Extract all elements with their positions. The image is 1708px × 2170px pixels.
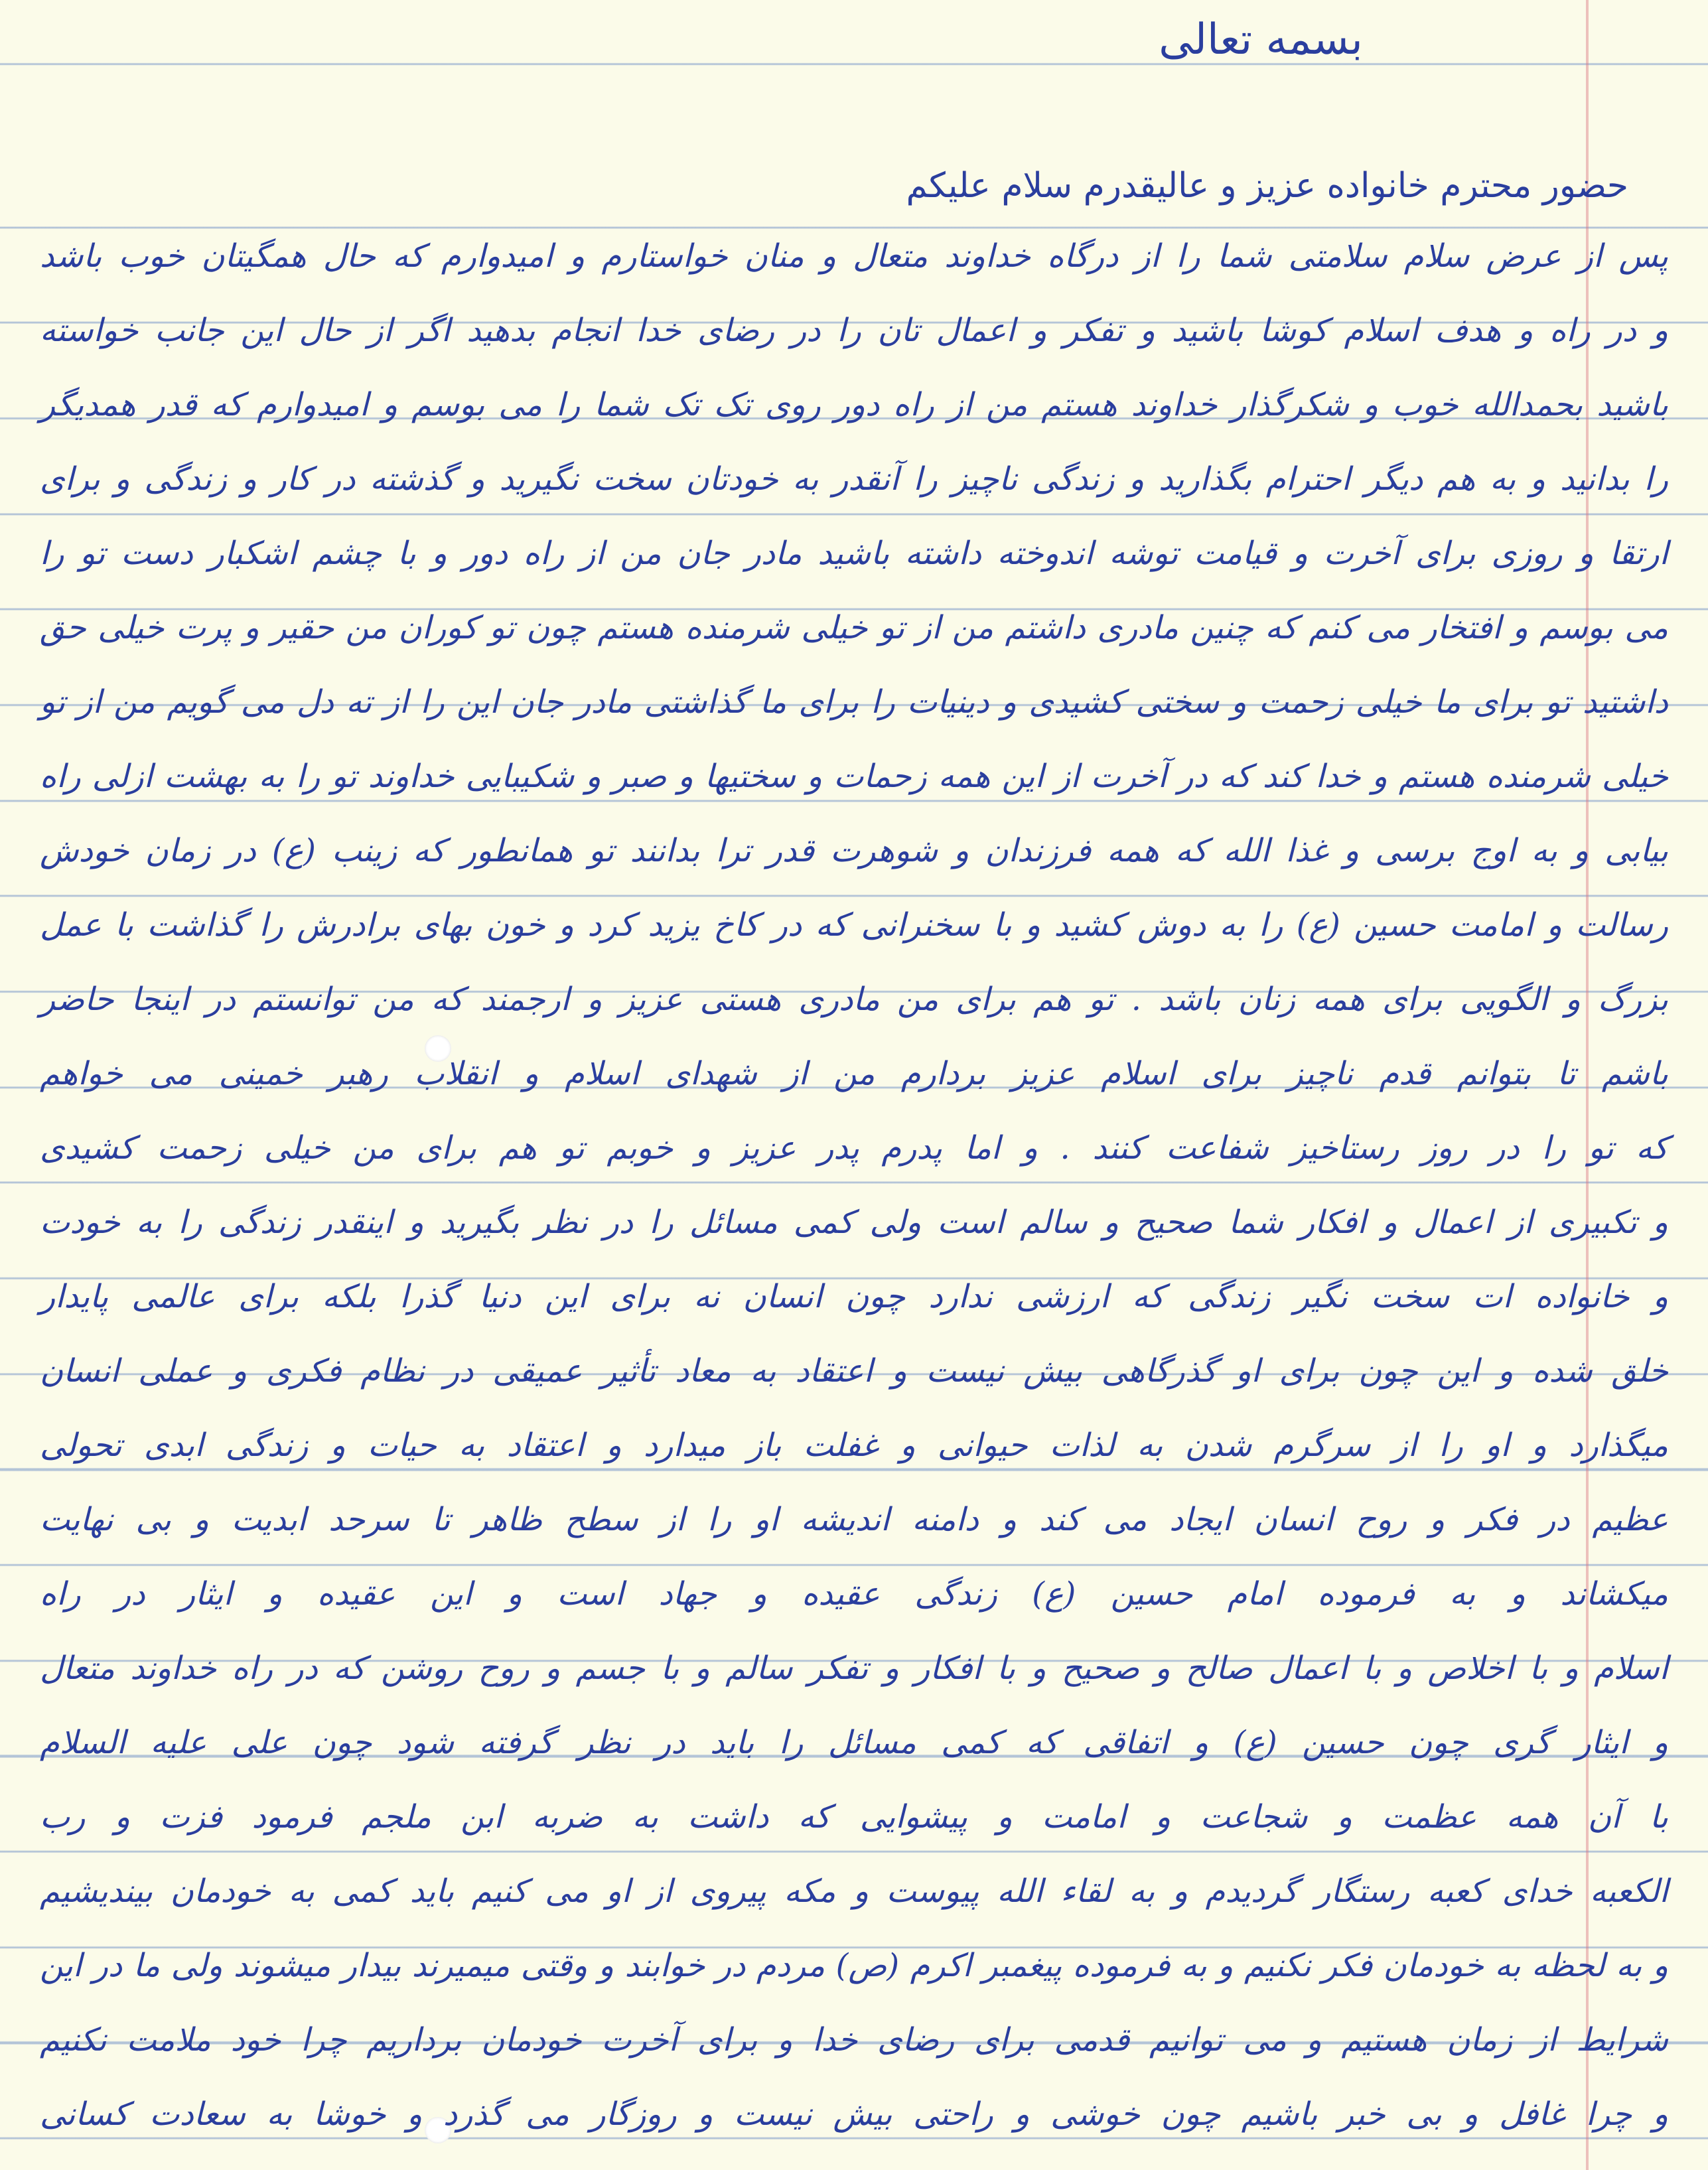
letter-line: خلق شده و این چون برای او گذرگاهی بیش نیست و اعتقاد به معاد تأثیر عمیقی در نظام فکری و عملی انسان	[40, 1352, 1669, 1390]
letter-body	[27, 219, 1681, 2151]
letter-line: بیابی و به اوج برسی و غذا الله که همه فرزندان و شوهرت قدر ترا بدانند تو همانطور که زینب (ع) در زمان خودش	[40, 832, 1668, 869]
letter-line: شرایط از زمان هستیم و می توانیم قدمی برای رضای خدا و برای آخرت خودمان برداریم چرا خود ملامت نکنیم	[40, 2021, 1668, 2059]
letter-line: و چرا غافل و بی خبر باشیم چون خوشی و راحتی بیش نیست و روزگار می گذرد و خوشا به سعادت کسانی	[40, 2096, 1668, 2133]
letter-line: و خانواده ات سخت نگیر زندگی که ارزشی ندارد چون انسان نه برای این دنیا گذرا بلکه برای عالمی پایدار	[40, 1278, 1669, 1315]
letter-line: میکشاند و به فرموده امام حسین (ع) زندگی عقیده و جهاد است و این عقیده و ایثار در راه	[40, 1575, 1668, 1613]
letter-line: داشتید تو برای ما خیلی زحمت و سختی کشیدی و دینیات را برای ما گذاشتی مادر جان این را از ته دل می گویم من از تو	[40, 684, 1668, 721]
letter-line: میگذارد و او را از سرگرم شدن به لذات حیوانی و غفلت باز میدارد و اعتقاد به حیات و زندگی ابدی تحولی	[40, 1427, 1668, 1464]
letter-line: و در راه و هدف اسلام کوشا باشید و تفکر و اعمال تان را در رضای خدا انجام بدهید اگر از حال این جانب خواسته	[40, 312, 1668, 349]
letter-line: و به لحظه به خودمان فکر نکنیم و به فرموده پیغمبر اکرم (ص) مردم در خوابند و وقتی میمیرند بیدار میشوند ولی ما در این	[40, 1947, 1668, 1984]
letter-line: ارتقا و روزی برای آخرت و قیامت توشه اندوخته داشته باشید مادر جان من از راه دور و با چشم اشکبار دست تو را	[40, 535, 1669, 572]
letter-line: که تو را در روز رستاخیز شفاعت کنند . و اما پدرم پدر عزیز و خوبم تو هم برای من خیلی زحمت کشیدی	[40, 1129, 1668, 1167]
letter-line: الکعبه خدای کعبه رستگار گردیدم و به لقاء الله پیوست و مکه پیروی از او می کنیم باید کمی به خودمان بیندیشیم	[40, 1873, 1668, 1910]
letter-line: می بوسم و افتخار می کنم که چنین مادری داشتم من از تو خیلی شرمنده هستم چون تو کوران من حقیر و پرت خیلی حق	[40, 609, 1668, 646]
letter-line: اسلام و با اخلاص و با اعمال صالح و صحیح و با افکار و تفکر سالم و با جسم و روح روشن که در راه خداوند متعال	[40, 1650, 1668, 1687]
letter-salutation: حضور محترم خانواده عزیز و عالیقدرم سلام علیکم	[906, 166, 1628, 206]
letter-line: باشید بحمدالله خوب و شکرگذار خداوند هستم من از راه دور روی تک تک شما را می بوسم و امیدوارم که قدر همدیگر	[40, 386, 1668, 423]
letter-line: را بدانید و به هم دیگر احترام بگذارید و زندگی ناچیز را آنقدر به خودتان سخت نگیرید و گذشته در کار و زندگی و برای	[40, 461, 1668, 498]
letter-line: عظیم در فکر و روح انسان ایجاد می کند و دامنه اندیشه او را از سطح ظاهر تا سرحد ابدیت و بی نهایت	[40, 1501, 1668, 1538]
letter-line: و ایثار گری چون حسین (ع) و اتفاقی که کمی مسائل را باید در نظر گرفته شود چون علی علیه السلام	[40, 1724, 1668, 1761]
letter-line: خیلی شرمنده هستم و خدا کند که در آخرت از این همه زحمات و سختیها و صبر و شکیبایی خداوند تو را به بهشت ازلی راه	[40, 758, 1669, 795]
letter-line: با آن همه عظمت و شجاعت و امامت و پیشوایی که داشت به ضربه ابن ملجم فرمود فزت و رب	[40, 1798, 1668, 1836]
letter-header: بسمه تعالی	[1159, 15, 1363, 64]
letter-line: بزرگ و الگویی برای همه زنان باشد . تو هم برای من مادری هستی عزیز و ارجمند که من توانستم در اینجا حاضر	[40, 981, 1668, 1018]
letter-line: باشم تا بتوانم قدم ناچیز برای اسلام عزیز بردارم من از شهدای اسلام و انقلاب رهبر خمینی می خواهم	[40, 1055, 1669, 1092]
letter-line: و تکبیری از اعمال و افکار شما صحیح و سالم است ولی کمی مسائل را در نظر بگیرید و اینقدر زندگی را به خودت	[40, 1204, 1668, 1241]
letter-line: پس از عرض سلام سلامتی شما را از درگاه خداوند متعال و منان خواستارم و امیدوارم که حال همگیتان خوب باشد	[40, 238, 1668, 275]
letter-line: رسالت و امامت حسین (ع) را به دوش کشید و با سخنرانی که در کاخ یزید کرد و خون بهای برادرش را گذاشت با عمل	[40, 906, 1668, 944]
